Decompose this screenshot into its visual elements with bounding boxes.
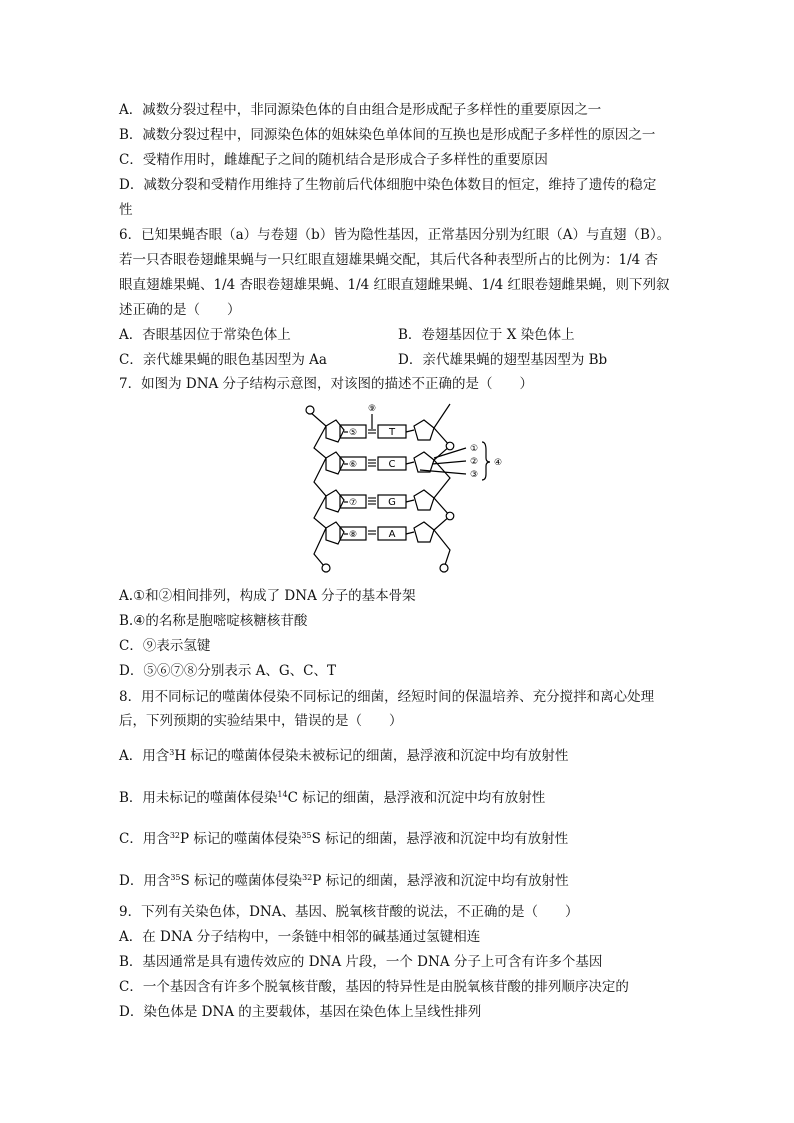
q8-stem-line2: 后，下列预期的实验结果中，错误的是（ ） bbox=[119, 713, 403, 729]
q5-option-d-cont: 性 bbox=[119, 202, 133, 218]
label-8: ⑧ bbox=[348, 530, 358, 540]
q9-stem: 9．下列有关染色体，DNA、基因、脱氧核苷酸的说法，不正确的是（ ） bbox=[119, 904, 579, 920]
q6-stem-line3: 眼直翅雄果蝇、1/4 杏眼卷翅雄果蝇、1/4 红眼直翅雌果蝇、1/4 红眼卷翅雌果蝇，则下列叙 bbox=[119, 277, 670, 293]
q8-stem-line1: 8．用不同标记的噬菌体侵染不同标记的细菌，经短时间的保温培养、充分搅拌和离心处理 bbox=[119, 689, 655, 705]
base-c: C bbox=[388, 459, 396, 470]
q8-option-a bbox=[119, 747, 689, 765]
q8-c-text-mid: P 标记的噬菌体侵染 bbox=[180, 831, 302, 847]
hydrogen-bonds bbox=[368, 430, 376, 534]
q5-option-c: C．受精作用时，雌雄配子之间的随机结合是形成合子多样性的重要原因 bbox=[119, 152, 548, 168]
phosphate-circle bbox=[440, 564, 448, 572]
brace bbox=[482, 442, 490, 480]
q5-option-b: B．减数分裂过程中，同源染色体的姐妹染色单体间的互换也是形成配子多样性的原因之一 bbox=[119, 127, 656, 143]
left-sugar bbox=[326, 522, 344, 544]
q8-c-text: C．用含 bbox=[119, 831, 170, 847]
q6-options-row1 bbox=[119, 326, 689, 344]
q6-option-c: C．亲代雄果蝇的眼色基因型为 Aa bbox=[119, 352, 327, 368]
phosphate-circle bbox=[446, 512, 454, 520]
q5-option-d: D．减数分裂和受精作用维持了生物前后代体细胞中染色体数目的恒定，维持了遗传的稳定 bbox=[119, 177, 657, 193]
label-6: ⑥ bbox=[348, 460, 358, 470]
right-backbone bbox=[434, 404, 450, 568]
q8-option-c bbox=[119, 830, 689, 848]
q8-c-text-rest: S 标记的细菌，悬浮液和沉淀中均有放射性 bbox=[311, 831, 569, 847]
q7-stem: 7．如图为 DNA 分子结构示意图，对该图的描述不正确的是（ ） bbox=[119, 376, 534, 392]
label-5: ⑤ bbox=[348, 428, 358, 438]
base-t: T bbox=[388, 427, 396, 438]
base-g: G bbox=[388, 497, 396, 508]
q5-option-a: A．减数分裂过程中，非同源染色体的自由组合是形成配子多样性的重要原因之一 bbox=[119, 102, 602, 118]
q8-c-isotope2: 35 bbox=[301, 831, 312, 840]
q8-option-d bbox=[119, 872, 689, 890]
phosphate-circle bbox=[446, 442, 454, 450]
q6-stem-line1: 6．已知果蝇杏眼（a）与卷翅（b）皆为隐性基因，正常基因分别为红眼（A）与直翅（B）。 bbox=[119, 227, 671, 243]
dna-structure-diagram bbox=[300, 400, 510, 578]
left-sugar bbox=[326, 490, 344, 512]
q6-option-b: B．卷翅基因位于 X 染色体上 bbox=[398, 327, 575, 343]
q9-option-c: C．一个基因含有许多个脱氧核苷酸，基因的特异性是由脱氧核苷酸的排列顺序决定的 bbox=[119, 979, 629, 995]
q6-option-d: D．亲代雄果蝇的翅型基因型为 Bb bbox=[398, 352, 608, 368]
q6-stem-line2: 若一只杏眼卷翅雌果蝇与一只红眼直翅雄果蝇交配，其后代各种表型所占的比例为：1/4 杏 bbox=[119, 252, 659, 268]
q8-d-isotope1: 35 bbox=[170, 873, 181, 882]
label-3: ③ bbox=[469, 470, 479, 480]
left-sugar bbox=[326, 452, 344, 474]
q8-a-text-rest: H 标记的噬菌体侵染未被标记的细菌，悬浮液和沉淀中均有放射性 bbox=[174, 748, 569, 764]
q8-a-isotope: 3 bbox=[169, 748, 175, 757]
label-2: ② bbox=[469, 457, 479, 467]
phosphate-circle bbox=[322, 564, 330, 572]
label-9: ⑨ bbox=[367, 404, 377, 414]
q6-options-row2 bbox=[119, 351, 689, 369]
q7-option-d: D．⑤⑥⑦⑧分别表示 A、G、C、T bbox=[119, 663, 336, 679]
q7-option-c: C．⑨表示氢键 bbox=[119, 638, 211, 654]
right-sugar bbox=[414, 522, 434, 542]
q7-option-a: A.①和②相间排列，构成了 DNA 分子的基本骨架 bbox=[119, 588, 416, 604]
q8-b-isotope: 14 bbox=[277, 790, 288, 799]
q8-d-text-rest: P 标记的细菌，悬浮液和沉淀中均有放射性 bbox=[312, 873, 569, 889]
q7-option-b: B.④的名称是胞嘧啶核糖核苷酸 bbox=[119, 613, 308, 629]
q8-d-isotope2: 32 bbox=[302, 873, 313, 882]
label-4: ④ bbox=[493, 458, 503, 468]
q6-stem-line4: 述正确的是（ ） bbox=[119, 302, 241, 318]
right-sugar bbox=[414, 490, 434, 510]
q8-d-text: D．用含 bbox=[119, 873, 171, 889]
q8-d-text-mid: S 标记的噬菌体侵染 bbox=[180, 873, 303, 889]
left-backbone bbox=[310, 412, 326, 566]
q9-option-a: A．在 DNA 分子结构中，一条链中相邻的碱基通过氢键相连 bbox=[119, 929, 481, 945]
right-sugar bbox=[414, 420, 434, 440]
q9-option-d: D．染色体是 DNA 的主要载体，基因在染色体上呈线性排列 bbox=[119, 1004, 482, 1020]
q9-option-b: B．基因通常是具有遗传效应的 DNA 片段，一个 DNA 分子上可含有许多个基因 bbox=[119, 954, 603, 970]
right-sugar bbox=[414, 452, 434, 472]
q8-a-text: A．用含 bbox=[119, 748, 170, 764]
left-sugar bbox=[326, 420, 344, 442]
q8-c-isotope1: 32 bbox=[169, 831, 181, 840]
q8-b-text: B．用未标记的噬菌体侵染 bbox=[119, 790, 278, 806]
q8-option-b bbox=[119, 789, 689, 807]
base-a: A bbox=[388, 529, 396, 540]
label-7: ⑦ bbox=[348, 498, 358, 508]
q6-option-a: A．杏眼基因位于常染色体上 bbox=[119, 327, 291, 343]
phosphate-circle bbox=[306, 406, 314, 414]
q8-b-text-rest: C 标记的细菌，悬浮液和沉淀中均有放射性 bbox=[287, 790, 546, 806]
label-1: ① bbox=[469, 444, 479, 454]
